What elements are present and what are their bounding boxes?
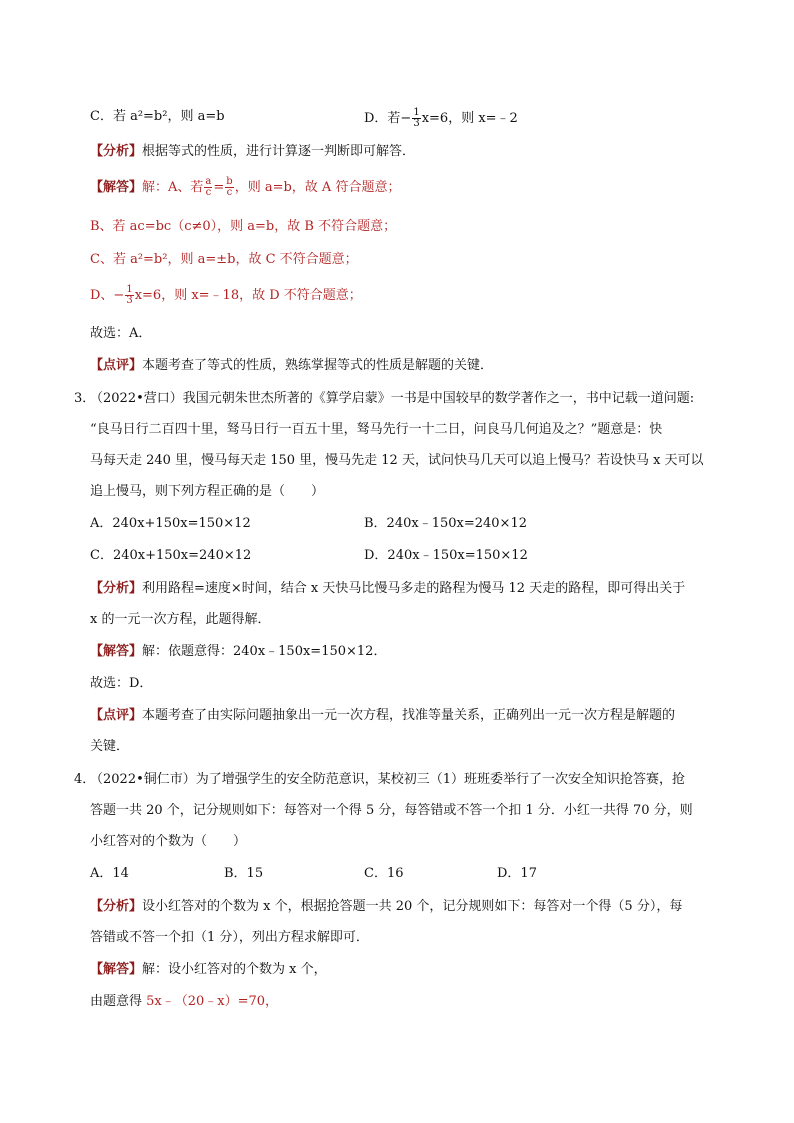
q2-analysis: 【分析】根据等式的性质，进行计算逐一判断即可解答． xyxy=(90,144,416,159)
q3-option-c: C．240x+150x=240×12 xyxy=(90,548,252,563)
q4-stem-line: 小红答对的个数为（ ） xyxy=(90,834,247,849)
q3-choose: 故选：D． xyxy=(90,676,153,691)
q3-stem-line: 马每天走 240 里，慢马每天走 150 里，慢马先走 12 天，试问快马几天可以追上慢马？若设快马 x 天可以 xyxy=(90,453,704,468)
q3-option-b: B．240x﹣150x=240×12 xyxy=(364,516,527,531)
q3-option-a: A．240x+150x=150×12 xyxy=(90,516,251,531)
q3-number: 3． xyxy=(74,391,96,406)
q4-number: 4． xyxy=(74,772,96,787)
q2-comment: 【点评】本题考查了等式的性质，熟练掌握等式的性质是解题的关键． xyxy=(90,358,494,373)
fraction: $\frac{a}{c}$ xyxy=(205,176,212,198)
q4-option-c: C．16 xyxy=(364,866,404,881)
q3-answer: 【解答】解：依题意得：240x﹣150x=150×12． xyxy=(90,644,387,659)
q3-analysis-cont: x 的一元一次方程，此题得解． xyxy=(90,612,271,627)
q2-answer-c: C、若 a²=b²，则 a=±b，故 C 不符合题意； xyxy=(90,252,358,267)
q3-analysis: 【分析】利用路程=速度×时间，结合 x 天快马比慢马多走的路程为慢马 12 天走的路程，即可得出关于 xyxy=(90,581,686,596)
q4-equation: 由题意得 5x﹣（20﹣x）=70， xyxy=(90,994,279,1009)
q4-analysis: 【分析】设小红答对的个数为 x 个，根据抢答题一共 20 个，记分规则如下：每答对一个得（5 分），每 xyxy=(90,899,683,914)
fraction: $\frac{1}{3}$ xyxy=(126,284,133,306)
q4-stem-line: （2022•铜仁市）为了增强学生的安全防范意识，某校初三（1）班班委举行了一次安全知识抢答赛，抢 xyxy=(90,772,686,787)
q4-analysis-cont: 答错或不答一个扣（1 分），列出方程求解即可． xyxy=(90,930,369,945)
q3-stem-line: “良马日行二百四十里，驽马日行一百五十里，驽马先行一十二日，问良马几何追及之？”题意是：快 xyxy=(90,422,663,437)
q4-option-a: A．14 xyxy=(90,866,129,881)
q3-stem-line: 追上慢马，则下列方程正确的是（ ） xyxy=(90,484,325,499)
q4-option-b: B．15 xyxy=(224,866,264,881)
q3-comment: 【点评】本题考查了由实际问题抽象出一元一次方程，找准等量关系，正确列出一元一次方程是解题的 xyxy=(90,708,676,723)
q4-answer: 【解答】解：设小红答对的个数为 x 个， xyxy=(90,962,327,977)
q3-stem-line: （2022•营口）我国元朝朱世杰所著的《算学启蒙》一书是中国较早的数学著作之一，书中记载一道问题: xyxy=(90,391,695,406)
q2-answer-d: D、− $\frac{1}{3}$ x=6，则 x=﹣18，故 D 不符合题意； xyxy=(90,284,362,306)
q2-option-d: D．若− $\frac{1}{3}$ x=6，则 x=﹣2 xyxy=(364,107,518,129)
q4-stem-line: 答题一共 20 个，记分规则如下：每答对一个得 5 分，每答错或不答一个扣 1 分．小红一共得 70 分，则 xyxy=(90,803,693,818)
q2-answer-a: 【解答】解：A、若 $\frac{a}{c}$ = $\frac{b}{c}$ ，则 a=b，故 A 符合题意； xyxy=(90,176,401,198)
q2-choose: 故选：A． xyxy=(90,326,152,341)
q2-option-c: C．若 a²=b²，则 a=b xyxy=(90,109,225,124)
q3-comment-cont: 关键． xyxy=(90,739,130,754)
fraction: $\frac{1}{3}$ xyxy=(413,107,420,129)
fraction: $\frac{b}{c}$ xyxy=(226,176,233,198)
q4-option-d: D．17 xyxy=(497,866,537,881)
q2-answer-b: B、若 ac=bc（c≠0），则 a=b，故 B 不符合题意； xyxy=(90,219,397,234)
q3-option-d: D．240x﹣150x=150×12 xyxy=(364,548,528,563)
